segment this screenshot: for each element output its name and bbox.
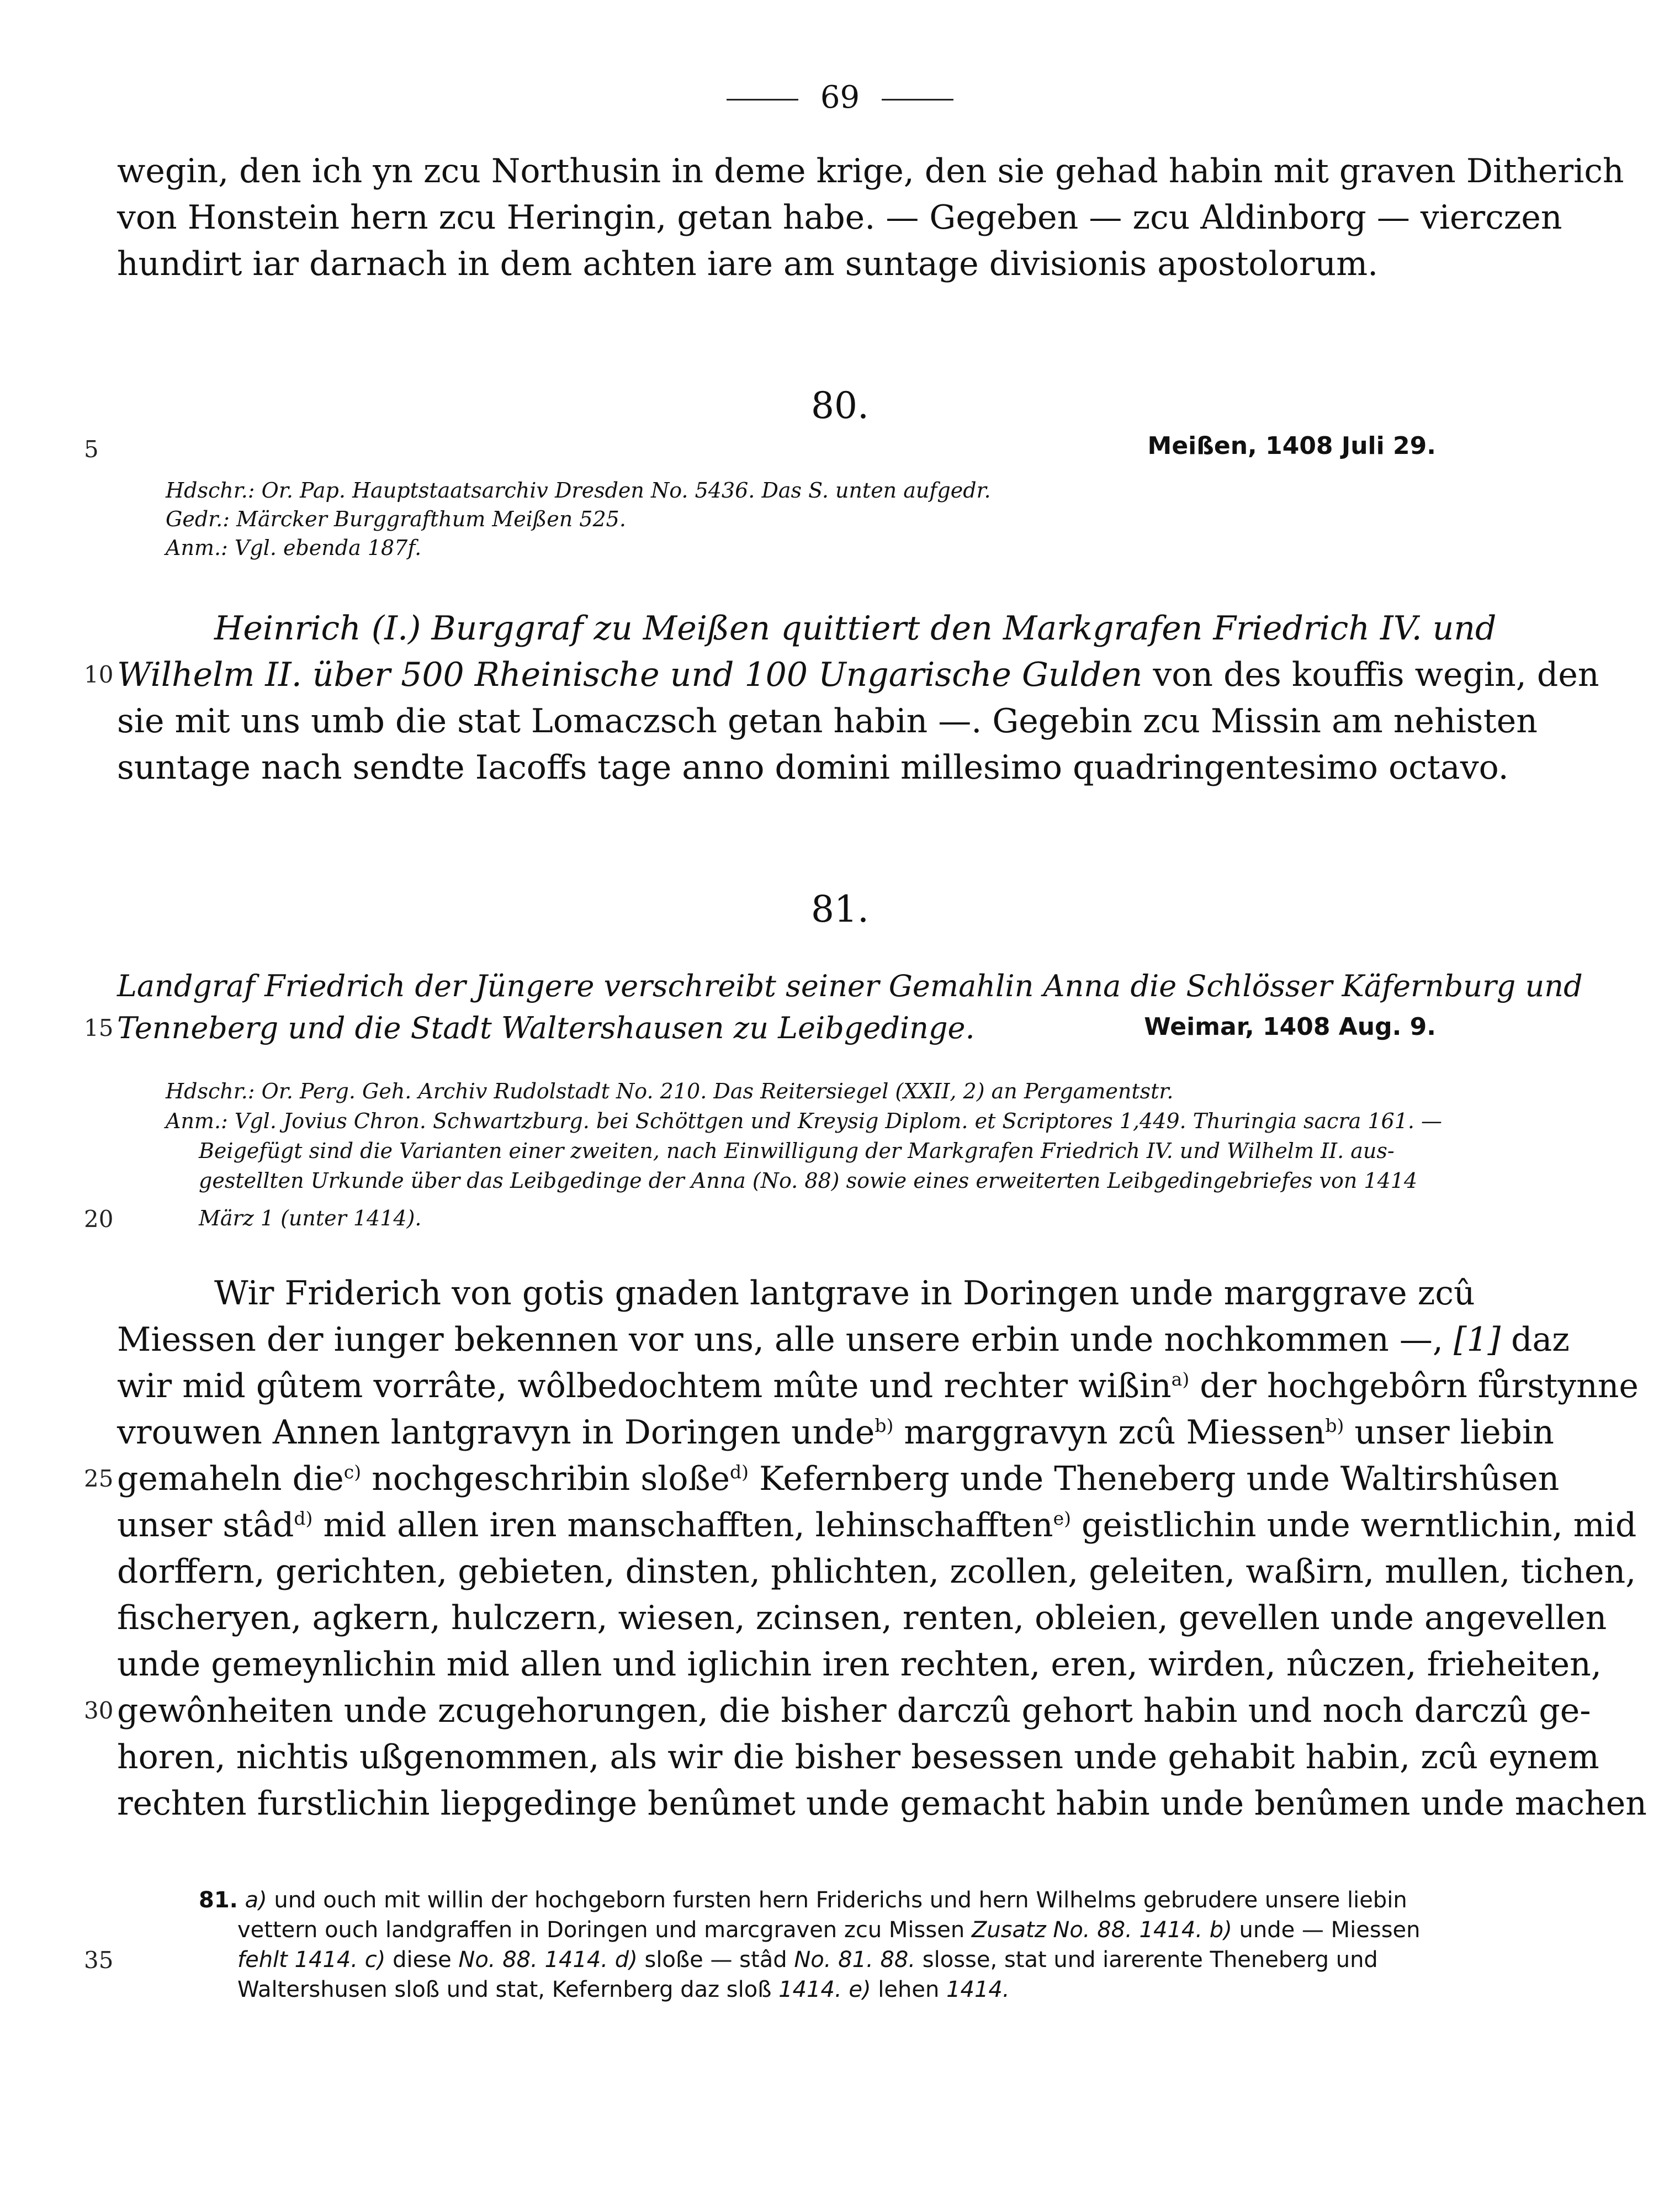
footnote-text: vettern ouch landgraffen in Doringen und marcgraven zcu Missen xyxy=(237,1917,965,1943)
footnote-text: unde — Miessen xyxy=(1232,1917,1421,1943)
note-marker: d) xyxy=(730,1461,749,1483)
footnote-italic: 1414. xyxy=(946,1977,1010,2002)
regest-line xyxy=(117,652,1599,698)
note-marker: a) xyxy=(245,1887,267,1913)
text-line: von Honstein hern zcu Heringin, getan habe. — Gegeben — zcu Aldinborg — vierczen xyxy=(117,198,1562,237)
text-span: unser stâd xyxy=(117,1506,294,1545)
note-marker: d) xyxy=(294,1508,313,1529)
regest-line: Heinrich (I.) Burggraf zu Meißen quittiert den Markgrafen Friedrich IV. und xyxy=(214,609,1497,648)
text-line: rechten furstlichin liepgedinge benûmet unde gemacht habin unde benûmen unde machen xyxy=(117,1784,1647,1823)
line-number: 5 xyxy=(84,436,99,463)
text-span: marggravyn zcû Miessen xyxy=(904,1413,1326,1452)
text-span: der hochgebôrn fůrstynne xyxy=(1200,1367,1639,1405)
line-number: 10 xyxy=(84,661,114,688)
text-line: horen, nichtis ußgenommen, als wir die bisher besessen unde gehabit habin, zcû eynem xyxy=(117,1738,1599,1776)
line-number: 15 xyxy=(84,1014,114,1041)
footnote-line xyxy=(199,1885,1407,1915)
text-span: mid allen iren manschafften, lehinschafften xyxy=(323,1506,1053,1545)
note-marker: d) xyxy=(614,1947,638,1973)
footnote-text: slosse, stat und iarerente Theneberg und xyxy=(915,1947,1378,1973)
text-line: fischeryen, agkern, hulczern, wiesen, zcinsen, renten, obleien, gevellen unde angevellen xyxy=(117,1599,1607,1637)
page-number: 69 xyxy=(820,80,860,115)
summary-line: Landgraf Friedrich der Jüngere verschreibt seiner Gemahlin Anna die Schlösser Käfernburg und xyxy=(117,969,1583,1003)
text-line xyxy=(117,1502,1637,1548)
remark-note: März 1 (unter 1414). xyxy=(199,1206,422,1230)
text-span: Miessen der iunger bekennen vor uns, alle unsere erbin unde nochkommen —, xyxy=(117,1320,1443,1359)
text-line: sie mit uns umb die stat Lomaczsch getan habin —. Gegebin zcu Missin am nehisten xyxy=(117,702,1538,741)
note-marker: e) xyxy=(1053,1508,1071,1529)
note-marker: a) xyxy=(1171,1368,1190,1390)
text-span: nochgeschribin sloße xyxy=(372,1460,730,1498)
print-note: Gedr.: Märcker Burggrafthum Meißen 525. xyxy=(166,507,626,531)
text-span: gemaheln die xyxy=(117,1460,344,1498)
remark-note: Beigefügt sind die Varianten einer zweiten, nach Einwilligung der Markgrafen Friedrich IV. und Wilhelm II. aus- xyxy=(199,1139,1395,1163)
header-rule-left xyxy=(727,99,798,101)
text-span: vrouwen Annen lantgravyn in Doringen unde xyxy=(117,1413,875,1452)
folio-mark: [1] xyxy=(1454,1320,1501,1359)
document-number: 81. xyxy=(811,888,869,930)
footnote-text: lehen xyxy=(871,1977,947,2002)
page-header xyxy=(0,78,1680,117)
line-number: 25 xyxy=(84,1465,114,1492)
note-marker: c) xyxy=(364,1947,386,1973)
footnote-text: diese xyxy=(385,1947,459,1973)
remark-note: Anm.: Vgl. ebenda 187f. xyxy=(166,536,422,560)
footnote-text: und ouch mit willin der hochgeborn fursten hern Friderichs und hern Wilhelms gebrudere unsere liebin xyxy=(267,1887,1407,1913)
regest-italic: Wilhelm II. über 500 Rheinische und 100 Ungarische Gulden xyxy=(117,655,1143,694)
footnote-line xyxy=(237,1945,1378,1975)
footnote-italic: fehlt 1414. xyxy=(237,1947,358,1973)
text-line: gewônheiten unde zcugehorungen, die bisher darczû gehort habin und noch darczû ge- xyxy=(117,1691,1591,1730)
place-date: Weimar, 1408 Aug. 9. xyxy=(1144,1013,1436,1041)
text-span: daz xyxy=(1511,1320,1570,1359)
text-line: unde gemeynlichin mid allen und iglichin iren rechten, eren, wirden, nûczen, frieheiten, xyxy=(117,1645,1602,1684)
text-line xyxy=(117,1456,1560,1502)
footnote-italic: No. 88. 1414. xyxy=(458,1947,608,1973)
text-line xyxy=(117,1409,1554,1456)
footnote-text: sloße — stâd xyxy=(637,1947,794,1973)
footnote-italic: Zusatz No. 88. 1414. xyxy=(971,1917,1203,1943)
footnote-text: Waltershusen sloß und stat, Kefernberg daz sloß xyxy=(237,1977,779,2002)
text-line: wegin, den ich yn zcu Northusin in deme krige, den sie gehad habin mit graven Ditherich xyxy=(117,152,1624,191)
note-marker: c) xyxy=(343,1461,362,1483)
note-marker: b) xyxy=(1209,1917,1232,1943)
text-span: Kefernberg unde Theneberg unde Waltirshûsen xyxy=(759,1460,1560,1498)
text-span: unser liebin xyxy=(1354,1413,1554,1452)
footnote-label: 81. xyxy=(199,1887,238,1913)
line-number: 30 xyxy=(84,1697,114,1724)
document-number: 80. xyxy=(811,384,869,427)
remark-note: gestellten Urkunde über das Leibgedinge der Anna (No. 88) sowie eines erweiterten Leibgedingebriefes von 1414 xyxy=(199,1168,1418,1193)
note-marker: b) xyxy=(1325,1415,1344,1436)
summary-line: Tenneberg und die Stadt Waltershausen zu Leibgedinge. xyxy=(117,1011,975,1045)
header-rule-right xyxy=(882,99,953,101)
manuscript-note: Hdschr.: Or. Perg. Geh. Archiv Rudolstadt No. 210. Das Reitersiegel (XXII, 2) an Pergamentstr. xyxy=(166,1079,1174,1103)
text-span: wir mid gûtem vorrâte, wôlbedochtem mûte und rechter wißin xyxy=(117,1367,1172,1405)
note-marker: b) xyxy=(875,1415,894,1436)
text-line: dorffern, gerichten, gebieten, dinsten, phlichten, zcollen, geleiten, waßirn, mullen, tichen, xyxy=(117,1552,1636,1591)
place-date: Meißen, 1408 Juli 29. xyxy=(1147,432,1436,460)
text-line xyxy=(117,1363,1639,1409)
text-line: Wir Friderich von gotis gnaden lantgrave in Doringen unde marggrave zcû xyxy=(214,1274,1475,1313)
text-line: suntage nach sendte Iacoffs tage anno domini millesimo quadringentesimo octavo. xyxy=(117,748,1509,787)
manuscript-note: Hdschr.: Or. Pap. Hauptstaatsarchiv Dresden No. 5436. Das S. unten aufgedr. xyxy=(166,478,991,503)
line-number: 35 xyxy=(84,1947,114,1974)
text-line: hundirt iar darnach in dem achten iare am suntage divisionis apostolorum. xyxy=(117,245,1379,283)
remark-note: Anm.: Vgl. Jovius Chron. Schwartzburg. bei Schöttgen und Kreysig Diplom. et Scriptores 1,449. Thuringia sacra 161. — xyxy=(166,1109,1443,1133)
footnote-italic: 1414. xyxy=(778,1977,842,2002)
regest-text: von des kouffis wegin, den xyxy=(1142,655,1599,694)
text-line xyxy=(117,1316,1570,1363)
footnote-line xyxy=(237,1975,1010,2005)
line-number: 20 xyxy=(84,1205,114,1233)
text-span: geistlichin unde werntlichin, mid xyxy=(1082,1506,1637,1545)
footnote-italic: No. 81. 88. xyxy=(794,1947,916,1973)
note-marker: e) xyxy=(849,1977,871,2002)
footnote-line xyxy=(237,1915,1421,1945)
